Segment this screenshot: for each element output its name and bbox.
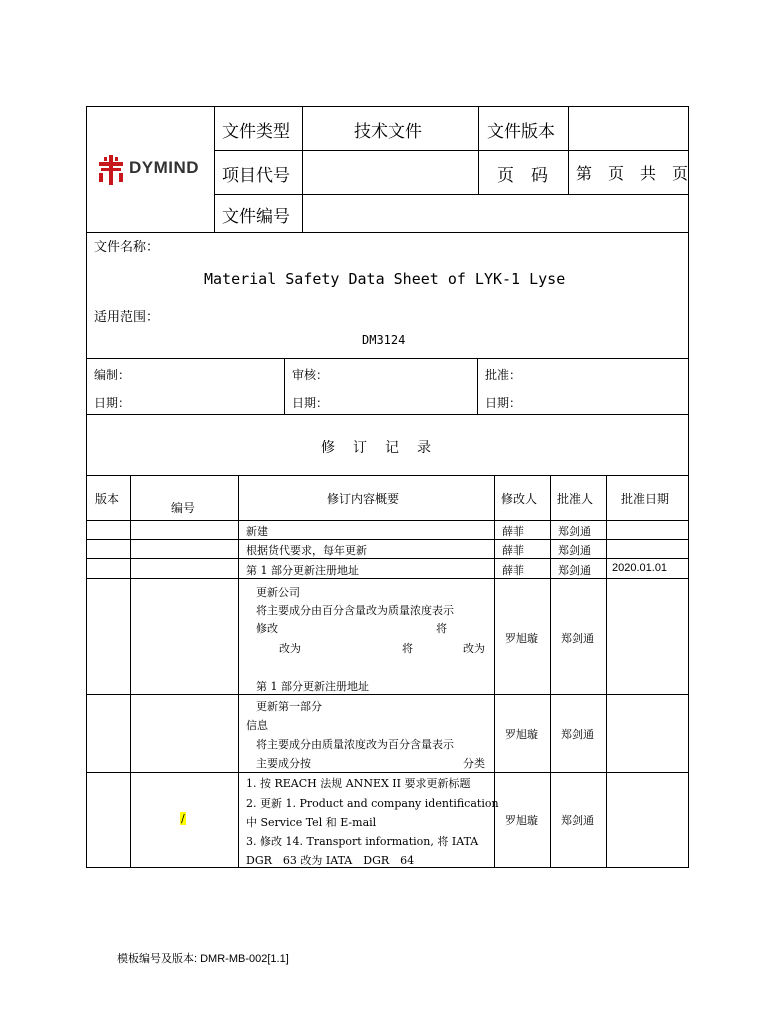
row2-summary: 第 1 部分更新注册地址 <box>246 564 359 577</box>
row0-approver: 郑剑通 <box>558 525 591 538</box>
doc-version-label: 文件版本 <box>487 122 555 142</box>
doc-number-label: 文件编号 <box>222 207 290 227</box>
row4-summary-line: 分类 <box>463 757 485 770</box>
row5-modifier: 罗旭璇 <box>505 814 538 827</box>
row3-modifier: 罗旭璇 <box>505 632 538 645</box>
footer-template-label: 模板编号及版本: DMR-MB-002[1.1] <box>117 953 289 965</box>
col-approver: 批准人 <box>557 492 594 506</box>
row1-modifier: 薛菲 <box>502 544 524 557</box>
reviewed-date-label: 日期： <box>292 396 329 410</box>
row5-summary-line: DGR 63 改为 IATA DGR 64 <box>246 854 415 867</box>
row1-approver: 郑剑通 <box>558 544 591 557</box>
prepared-label: 编制： <box>94 368 131 382</box>
row3-summary-line: 更新公司 <box>256 586 300 599</box>
project-code-label: 项目代号 <box>222 166 290 186</box>
row4-summary-line: 更新第一部分 <box>256 700 322 713</box>
row0-modifier: 薛菲 <box>502 525 524 538</box>
doc-type-label: 文件类型 <box>222 122 290 142</box>
row5-summary-line: 3. 修改 14. Transport information, 将 IATA <box>246 835 479 848</box>
file-name-label: 文件名称： <box>94 240 160 255</box>
col-number: 编号 <box>171 501 196 515</box>
row4-modifier: 罗旭璇 <box>505 728 538 741</box>
page-value: 第 页 共 页 <box>576 164 689 183</box>
approved-label: 批准： <box>485 368 522 382</box>
row5-approver: 郑剑通 <box>561 814 594 827</box>
row5-number: / <box>181 812 185 825</box>
revision-title: 修 订 记 录 <box>321 440 433 456</box>
row3-summary-line: 改为 <box>463 642 485 655</box>
col-approve-date: 批准日期 <box>621 492 670 506</box>
prepared-date-label: 日期： <box>94 396 131 410</box>
row3-summary-line: 第 1 部分更新注册地址 <box>256 680 369 693</box>
col-version: 版本 <box>95 492 120 506</box>
dymind-logo-icon <box>96 154 126 186</box>
row4-summary-line: 将主要成分由质量浓度改为百分含量表示 <box>256 738 454 751</box>
row1-summary: 根据货代要求，每年更新 <box>246 544 367 557</box>
row5-summary-line: 中 Service Tel 和 E-mail <box>246 816 377 829</box>
doc-type-value: 技术文件 <box>354 122 422 142</box>
logo <box>96 152 212 188</box>
row4-approver: 郑剑通 <box>561 728 594 741</box>
row4-summary-line: 信息 <box>246 719 268 732</box>
col-modifier: 修改人 <box>501 492 538 506</box>
approved-date-label: 日期： <box>485 396 522 410</box>
row3-summary-line: 将主要成分由百分含量改为质量浓度表示 <box>256 604 454 617</box>
scope-value: DM3124 <box>362 333 406 347</box>
row4-summary-line: 主要成分按 <box>256 757 311 770</box>
row3-summary-line: 修改 <box>256 622 278 635</box>
reviewed-label: 审核： <box>292 368 329 382</box>
row3-summary-line: 将 <box>436 622 447 635</box>
row2-approver: 郑剑通 <box>558 564 591 577</box>
row5-summary-line: 2. 更新 1. Product and company identification <box>246 797 499 810</box>
col-summary: 修订内容概要 <box>327 492 400 506</box>
row3-summary-line: 将 <box>402 642 413 655</box>
row2-date: 2020.01.01 <box>612 562 668 574</box>
row5-summary-line: 1. 按 REACH 法规 ANNEX II 要求更新标题 <box>246 777 471 790</box>
file-name: Material Safety Data Sheet of LYK-1 Lyse <box>204 270 566 288</box>
row3-approver: 郑剑通 <box>561 632 594 645</box>
row3-summary-line: 改为 <box>279 642 301 655</box>
scope-label: 适用范围： <box>94 310 160 325</box>
row2-modifier: 薛菲 <box>502 564 524 577</box>
logo-text: DYMIND <box>129 158 200 177</box>
row0-summary: 新建 <box>246 525 268 538</box>
page-label: 页 码 <box>497 166 548 186</box>
